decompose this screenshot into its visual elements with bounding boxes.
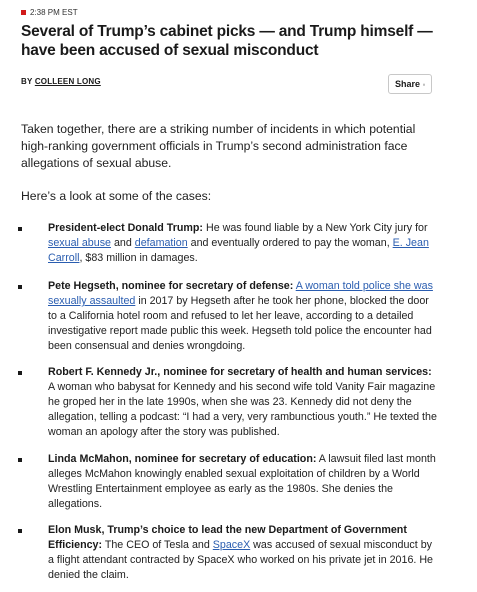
timestamp-text: 2:38 PM EST [30,8,78,17]
case-text: A lawsuit filed last month alleges McMahon knowingly enabled sexual exploitation of children by a World Wrestling Entertainment employee as early as the 1980s. She denies the allegations. [48,453,436,510]
case-item-kennedy [48,365,440,440]
bullet [18,371,22,375]
case-item-trump [48,221,440,266]
case-text: and [110,237,135,249]
bullet [18,458,22,462]
headline: Several of Trump’s cabinet picks — and Trump himself — have been accused of sexual misconduct [21,23,433,59]
case-text: and eventually ordered to pay the woman, [187,237,393,249]
bullet [18,529,22,533]
case-text: The CEO of Tesla and [102,539,213,551]
bullet [18,285,22,289]
bullet [18,227,22,231]
case-item-hegseth [48,279,440,354]
police-report-link[interactable]: A woman told police she was sexually assaulted [48,280,433,307]
lead-paragraph: Here’s a look at some of the cases: [21,189,212,203]
sexual-abuse-link[interactable]: sexual abuse [48,237,111,249]
case-text: He was found liable by a New York City jury for [203,222,428,234]
case-text: in 2017 by Hegseth after he took her phone, blocked the door to a California hotel room and refused to let her leave, according to a detailed investigative report made public this week. Hegseth told police the encounter had been consensual and denies wrongdoing. [48,295,432,352]
defamation-link[interactable]: defamation [134,237,188,249]
byline-prefix: BY [21,77,33,86]
case-text: was accused of sexual misconduct by a flight attendant contracted by SpaceX who worked on his private jet in 2016. He denied the claim. [48,539,433,581]
spacex-link[interactable]: SpaceX [212,539,251,551]
case-text: A woman who babysat for Kennedy and his second wife told Vanity Fair magazine he groped her in the late 1990s, when she was 23. Kennedy did not deny the allegation, telling a podcast: “I had a very, very rambunctious youth.” He texted the woman an apology after the story was published. [48,381,437,438]
author-link[interactable]: COLLEEN LONG [34,77,101,86]
case-title: Pete Hegseth, nominee for secretary of defense: [48,280,294,292]
case-item-mcmahon [48,452,440,512]
case-title: Linda McMahon, nominee for secretary of education: [48,453,317,465]
case-text: , $83 million in damages. [79,252,198,264]
case-title: Elon Musk, Trump’s choice to lead the new Department of Government Efficiency: [48,524,407,551]
case-title: Robert F. Kennedy Jr., nominee for secretary of health and human services: [48,366,432,378]
case-item-musk [48,523,440,583]
case-title: President-elect Donald Trump: [48,222,203,234]
carroll-link[interactable]: E. Jean Carroll [48,237,429,264]
share-label: Share [395,79,421,89]
intro-paragraph: Taken together, there are a striking number of incidents in which potential high-ranking government officials in Trump’s second administration face allegations of sexual abuse. [21,122,416,170]
